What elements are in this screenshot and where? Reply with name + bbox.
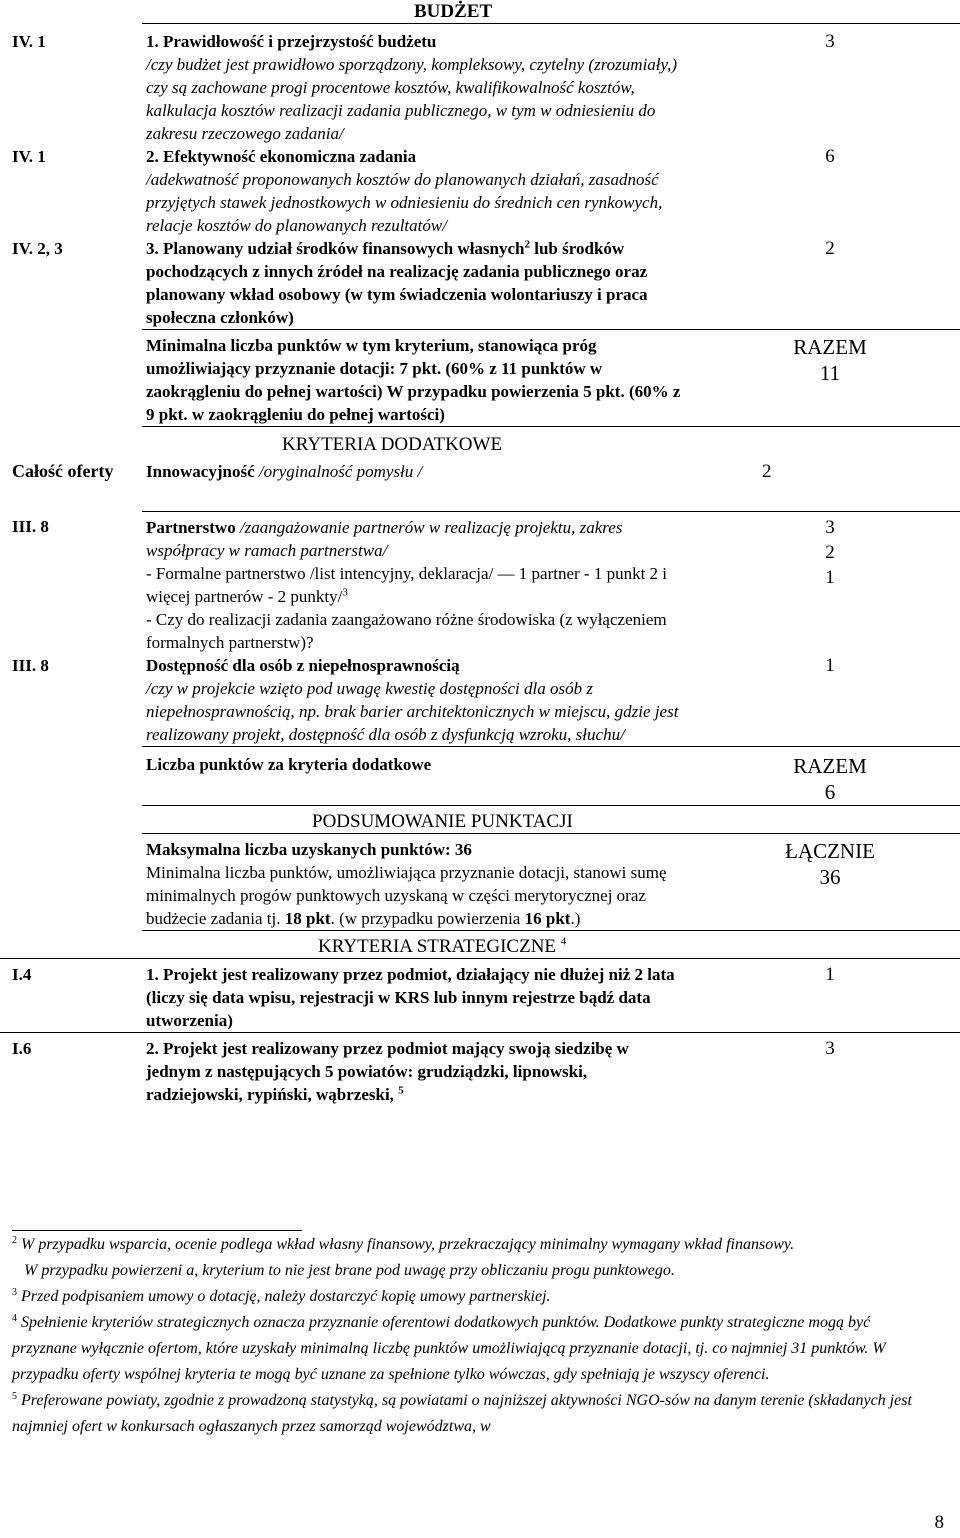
criterion-points: 3: [700, 24, 960, 146]
additional-partner-row: [0, 511, 960, 654]
additional-sum-row: [0, 746, 960, 805]
row-code: III. 8: [12, 517, 49, 536]
criterion-desc: /zaangażowanie partnerów w realizację projektu, zakres współpracy w ramach partnerstwa/: [146, 517, 623, 560]
footnote-ref: 2: [524, 238, 530, 251]
criterion-title: Innowacyjność: [146, 462, 255, 481]
criterion-points: 2: [762, 461, 772, 482]
criterion-desc: /adekwatność proponowanych kosztów do planowanych działań, zasadność przyjętych stawek jednostkowych w odniesieniu do średnich cen rynkowych, relacje kosztów do planowanych rezultatów/: [146, 170, 663, 235]
razem-label: RAZEM: [793, 335, 867, 359]
additional-header: KRYTERIA DODATKOWE: [142, 427, 700, 457]
footnote-2-cont: W przypadku powierzeni a, kryterium to nie jest brane pod uwagę przy obliczaniu progu punktowego.: [24, 1262, 675, 1279]
criterion-title: Dostępność dla osób z niepełnosprawnością: [146, 655, 460, 675]
total-value: 36: [819, 864, 841, 889]
additional-access-row: [0, 654, 960, 747]
summary-min: Minimalna liczba punktów, umożliwiająca przyznanie dotacji, stanowi sumę minimalnych progów punktowych uzyskaną w części merytorycznej oraz budżecie zadania tj. 18 pkt. (w przypadku powierzenia 16 pkt.): [146, 862, 667, 928]
budget-row-1: [0, 24, 960, 146]
footnote-ref: 5: [398, 1083, 404, 1096]
criterion-points: 3: [700, 1032, 960, 1106]
footnote-rule: [12, 1230, 302, 1231]
criterion-title-cont: lub środków pochodzących z innych źródeł na realizację zadania publicznego oraz planowany wkład osobowy (w tym świadczenia wolontariuszy i praca społeczna członków): [146, 239, 648, 327]
criterion-points: 6: [825, 146, 835, 167]
razem-value: 11: [819, 361, 841, 385]
footnote-ref: 3: [342, 585, 348, 598]
strategic-header-row: [0, 930, 960, 958]
total-label: ŁĄCZNIE: [785, 838, 875, 863]
budget-title: BUDŻET: [414, 1, 493, 22]
summary-max: Maksymalna liczba uzyskanych punktów: 36: [146, 839, 472, 859]
page-number: 8: [934, 1512, 944, 1533]
criterion-desc: /czy w projekcie wzięto pod uwagę kwestię dostępności dla osób z niepełnosprawnością, np. brak barier architektonicznych w miejscu, gdzie jest realizowany projekt, dostępność dla osób z dysfunkcją wzroku, słuchu/: [146, 678, 679, 744]
row-code: IV. 1: [12, 31, 46, 51]
strategic-row-2: [0, 1032, 960, 1106]
summary-header: PODSUMOWANIE PUNKTACJI: [142, 805, 700, 833]
budget-row-3: [0, 237, 960, 330]
strategic-header: KRYTERIA STRATEGICZNE: [318, 935, 557, 957]
summary-header-row: [0, 805, 960, 833]
strategic-text: 2. Projekt jest realizowany przez podmiot mający swoją siedzibę w jednym z następujących 5 powiatów: grudziądzki, lipnowski, radziejowski, rypiński, wąbrzeski,: [146, 1038, 629, 1104]
strategic-text: 1. Projekt jest realizowany przez podmiot, działający nie dłużej niż 2 lata (liczy się data wpisu, rejestracji w KRS lub innym rejestrze bądź data utworzenia): [142, 958, 700, 1032]
criterion-title: 1. Prawidłowość i przejrzystość budżetu: [146, 32, 437, 51]
footnote-5: $^5$ Preferowane powiaty, zgodnie z prowadzoną statystyką, są powiatami o najniższej aktywności NGO-sów na danym terenie (składanych jest najmniej ofert w konkursach ogłaszanych przez samorząd województwa, w: [12, 1390, 912, 1435]
razem-value: 6: [824, 779, 836, 804]
summary-row: [0, 833, 960, 930]
budget-minimum-row: [0, 330, 960, 427]
razem-label: RAZEM: [793, 753, 867, 778]
partner-line-1: - Formalne partnerstwo /list intencyjny, deklaracja/ ― 1 partner - 1 punkt 2 i więcej partnerów - 2 punkty/: [146, 563, 668, 606]
row-code: III. 8: [12, 655, 49, 675]
criterion-points: 2: [825, 238, 835, 259]
criterion-title: 3. Planowany udział środków finansowych własnych: [146, 239, 525, 258]
points-value: 3: [825, 516, 835, 538]
budget-header-row: [0, 0, 960, 24]
additional-header-row: [0, 427, 960, 457]
points-value: 1: [825, 566, 835, 588]
criterion-title: 2. Efektywność ekonomiczna zadania: [146, 147, 417, 166]
strategic-row-1: [0, 958, 960, 1032]
row-code: IV. 1: [12, 147, 46, 166]
footnote-2: $^2$ W przypadku wsparcia, ocenie podlega wkład własny finansowy, przekraczający minimalny wymagany wkład finansowy.: [12, 1234, 795, 1253]
row-code: I.4: [0, 958, 142, 1032]
footnote-3: $^3$ Przed podpisaniem umowy o dotację, należy dostarczyć kopię umowy partnerskiej.: [12, 1286, 551, 1305]
footnotes: [12, 1232, 932, 1440]
criterion-points: 1: [825, 654, 835, 676]
partner-line-2: - Czy do realizacji zadania zaangażowano różne środowiska (z wyłączeniem formalnych partnerstw)?: [146, 609, 667, 652]
criterion-desc: /oryginalność pomysłu /: [254, 462, 423, 481]
row-code: I.6: [0, 1032, 142, 1106]
sum-text: Liczba punktów za kryteria dodatkowe: [142, 746, 700, 805]
row-code: Całość oferty: [12, 461, 114, 481]
footnote-ref: 4: [560, 935, 567, 948]
criterion-desc: /czy budżet jest prawidłowo sporządzony, kompleksowy, czytelny (zrozumiały,) czy są zachowane progi procentowe kosztów, kwalifikowalność kosztów, kalkulacja kosztów realizacji zadania publicznego, w tym w odniesieniu do zakresu rzeczowego zadania/: [146, 55, 678, 143]
budget-row-2: [0, 145, 960, 237]
additional-innov-row: [0, 456, 960, 483]
criterion-points: 1: [700, 958, 960, 1032]
row-code: IV. 2, 3: [12, 239, 63, 258]
footnote-4: $^4$ Spełnienie kryteriów strategicznych oznacza przyznanie oferentowi dodatkowych punktów. Dodatkowe punkty strategiczne mogą być przyznane wyłącznie ofertom, które uzyskały minimalną liczbę punktów umożliwiającą przyznanie dotacji, tj. co najmniej 31 punktów. W przypadku oferty wspólnej kryteria te mogą być uznane za spełnione tylko wówczas, gdy spełniają je wszyscy oferenci.: [12, 1312, 886, 1383]
minimum-text: Minimalna liczba punktów w tym kryterium, stanowiąca próg umożliwiający przyznanie dotacji: 7 pkt. (60% z 11 punktów w zaokrągleniu do pełnej wartości) W przypadku powierzenia 5 pkt. (60% z 9 pkt. w zaokrągleniu do pełnej wartości): [142, 330, 700, 427]
criterion-title: Partnerstwo: [146, 517, 236, 537]
points-value: 2: [825, 541, 835, 563]
